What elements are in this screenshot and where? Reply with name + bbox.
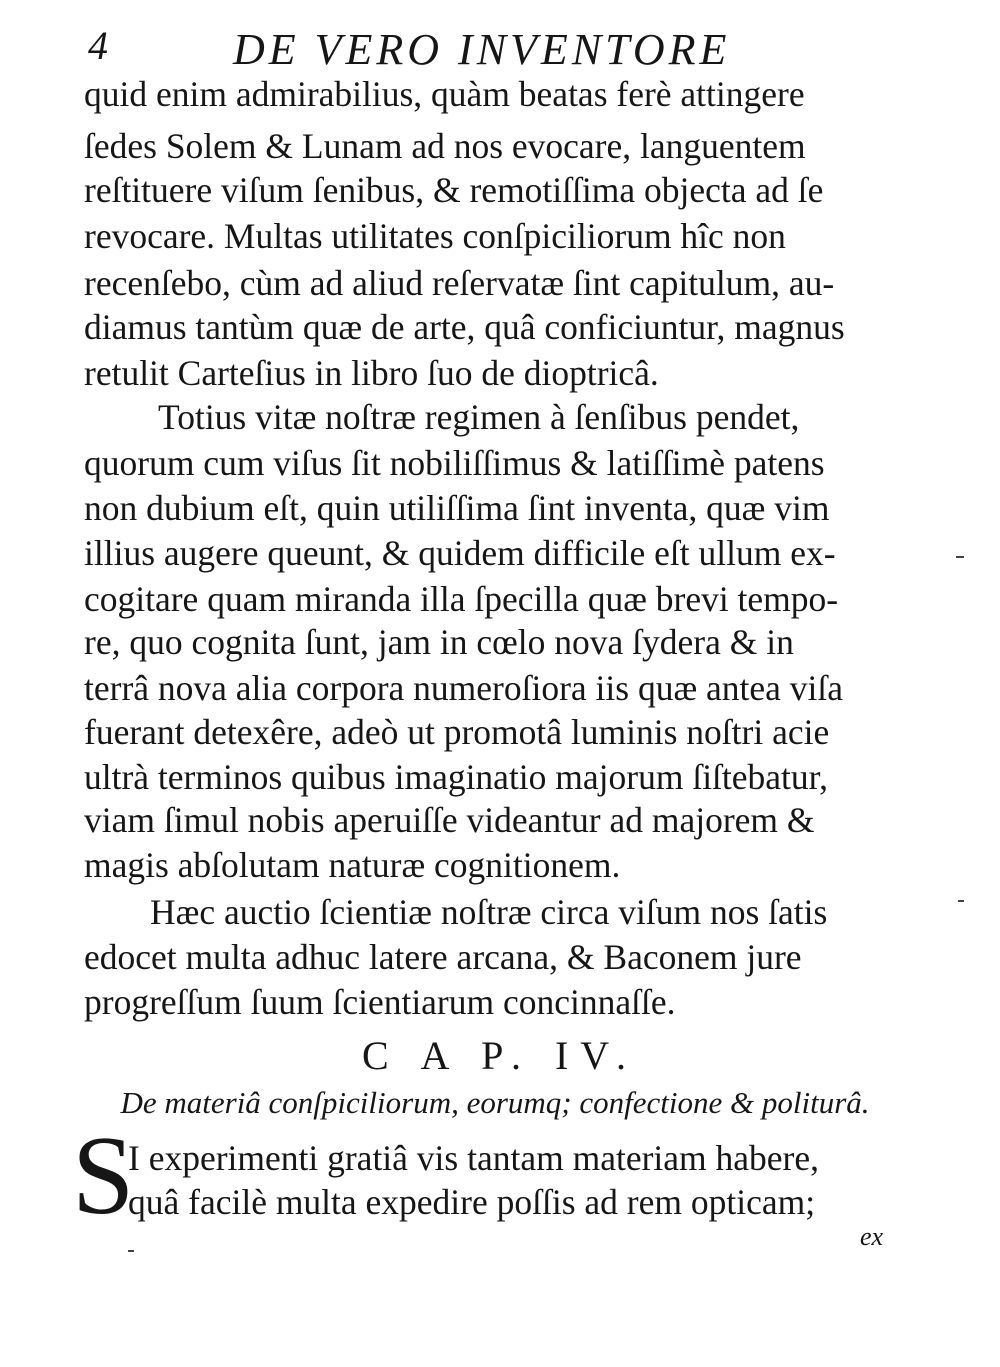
ink-speck xyxy=(128,1250,134,1252)
text-line: non dubium eſt, quin utiliſſima ſint inventa, quæ vim xyxy=(84,488,830,528)
text-line: recenſebo, cùm ad aliud reſervatæ ſint capitulum, au- xyxy=(84,263,835,303)
text-line: viam ſimul nobis aperuiſſe videantur ad majorem & xyxy=(84,800,815,840)
page-number: 4 xyxy=(88,23,108,68)
page-header xyxy=(88,18,918,78)
text-line: magis abſolutam naturæ cognitionem. xyxy=(84,845,621,885)
text-line: re, quo cognita ſunt, jam in cœlo nova ſydera & in xyxy=(84,622,794,662)
text-line: illius augere queunt, & quidem difficile eſt ullum ex- xyxy=(84,533,836,573)
text-line: ultrà terminos quibus imaginatio majorum ſiſtebatur, xyxy=(84,757,828,797)
ink-speck xyxy=(956,556,964,558)
text-line: retulit Carteſius in libro ſuo de dioptricâ. xyxy=(84,353,659,393)
text-line: fuerant detexêre, adeò ut promotâ luminis noſtri acie xyxy=(84,712,830,752)
text-line: quorum cum viſus ſit nobiliſſimus & latiſſimè patens xyxy=(84,443,825,483)
running-title: DE VERO INVENTORE xyxy=(233,25,731,74)
paragraph-start-line: Totius vitæ noſtræ regimen à ſenſibus pendet, xyxy=(158,397,800,437)
text-line: ſedes Solem & Lunam ad nos evocare, languentem xyxy=(84,126,806,166)
text-line: revocare. Multas utilitates conſpiciliorum hîc non xyxy=(84,216,786,256)
chapter-subtitle: De materiâ conſpiciliorum, eorumq; confectione & politurâ. xyxy=(120,1085,870,1120)
text-line: progreſſum ſuum ſcientiarum concinnaſſe. xyxy=(84,982,676,1022)
ink-speck xyxy=(958,900,964,902)
catchword: ex xyxy=(860,1222,884,1251)
opening-line: quâ facilè multa expedire poſſis ad rem opticam; xyxy=(128,1182,816,1222)
opening-line: I experimenti gratiâ vis tantam materiam habere, xyxy=(128,1138,819,1178)
text-line: cogitare quam miranda illa ſpecilla quæ brevi tempo- xyxy=(84,579,839,619)
text-line: diamus tantùm quæ de arte, quâ conficiuntur, magnus xyxy=(84,307,845,347)
paragraph-start-line: Hæc auctio ſcientiæ noſtræ circa viſum nos ſatis xyxy=(150,892,828,932)
text-line: reſtituere viſum ſenibus, & remotiſſima objecta ad ſe xyxy=(84,170,824,210)
text-line: terrâ nova alia corpora numeroſiora iis quæ antea viſa xyxy=(84,668,844,708)
text-line: quid enim admirabilius, quàm beatas ferè attingere xyxy=(84,74,805,114)
chapter-heading: C A P. IV. xyxy=(361,1033,638,1078)
drop-cap-initial: S xyxy=(72,1114,135,1238)
text-line: edocet multa adhuc latere arcana, & Baconem jure xyxy=(84,937,802,977)
